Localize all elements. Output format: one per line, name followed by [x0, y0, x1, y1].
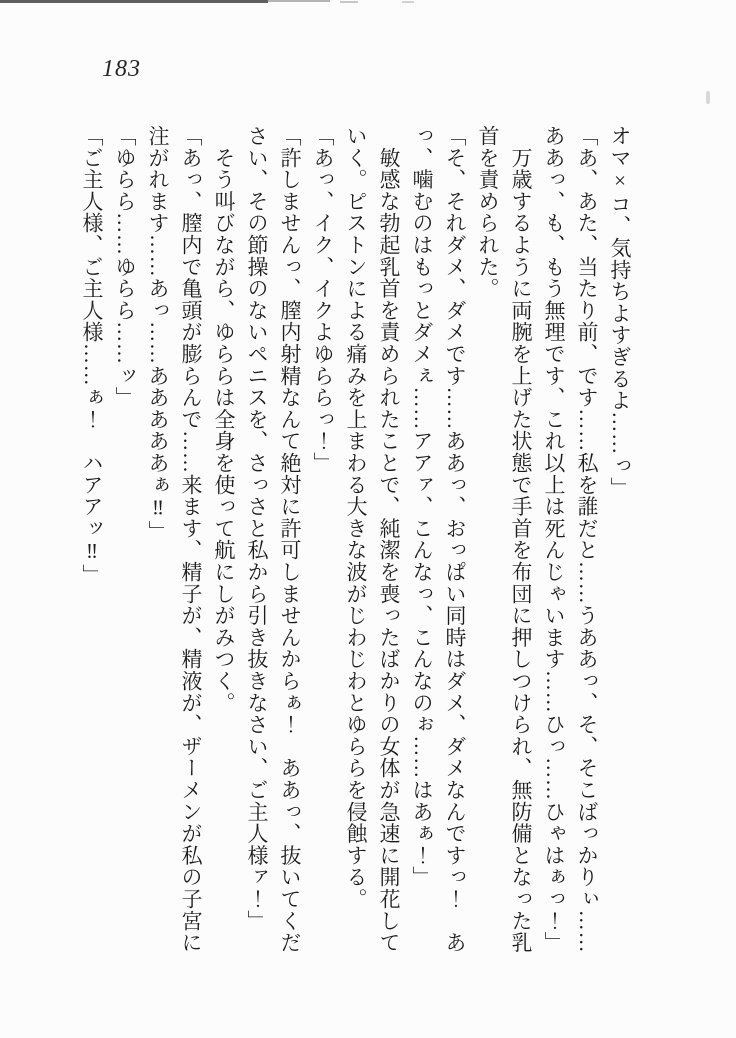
text-column: 「そ、それダメ、ダメです……ああっ、おっぱい同時はダメ、ダメなんですっ！ あ: [443, 125, 467, 954]
text-column: 「許しませんっ、膣内射精なんて絶対に許可しませんからぁ！ ああっ、抜いてくだ: [278, 125, 302, 954]
text-column: そう叫びながら、ゆららは全身を使って航にしがみつく。: [212, 125, 236, 714]
text-column: 「あっ、イク、イクよゆららっ！」: [311, 125, 335, 474]
vertical-text-block: [74, 125, 636, 957]
scan-edge-artifact: [340, 1, 358, 3]
scan-bleed-mark: [706, 91, 710, 104]
text-column: さい、その節操のないペニスを、さっさと私から引き抜きなさい、ご主人様ァ！」: [245, 125, 269, 932]
text-column: 「あ、あた、当たり前、です……私を誰だと……うああっ、そ、そこばっかりぃ……: [575, 125, 599, 954]
scan-edge-artifact: [0, 0, 268, 3]
text-column: 「ご主人様、ご主人様……ぁ！ ハアアッ‼」: [80, 125, 104, 586]
text-column: っ、噛むのはもっとダメぇ……アアァ、こんなっ、こんなのぉ……はあぁ！」: [410, 125, 434, 888]
text-column: 「あっ、膣内で亀頭が膨らんで……来ます、精子が、精液が、ザーメンが私の子宮に: [179, 125, 203, 954]
text-column: 「ゆらら……ゆらら……ッ」: [113, 125, 137, 409]
text-column: いく。ピストンによる痛みを上まわる大きな波がじわじわとゆららを侵蝕する。: [344, 125, 368, 910]
text-column: オマ×コ、気持ちよすぎるよ……っ」: [608, 125, 632, 499]
text-column: 万歳するように両腕を上げた状態で手首を布団に押しつけられ、無防備となった乳: [509, 125, 533, 954]
text-column: 首を責められた。: [476, 125, 500, 300]
text-column: 注がれます……あっ……あああああぁ‼」: [146, 125, 170, 543]
scan-edge-artifact: [402, 1, 414, 3]
page-number: 183: [102, 56, 141, 82]
scan-edge-artifact: [268, 0, 330, 2]
text-column: 敏感な勃起乳首を責められたことで、純潔を喪ったばかりの女体が急速に開花して: [377, 125, 401, 954]
text-column: ああっ、も、もう無理です、これ以上は死んじゃいます……ひっ……ひゃはぁっ！」: [542, 125, 566, 954]
